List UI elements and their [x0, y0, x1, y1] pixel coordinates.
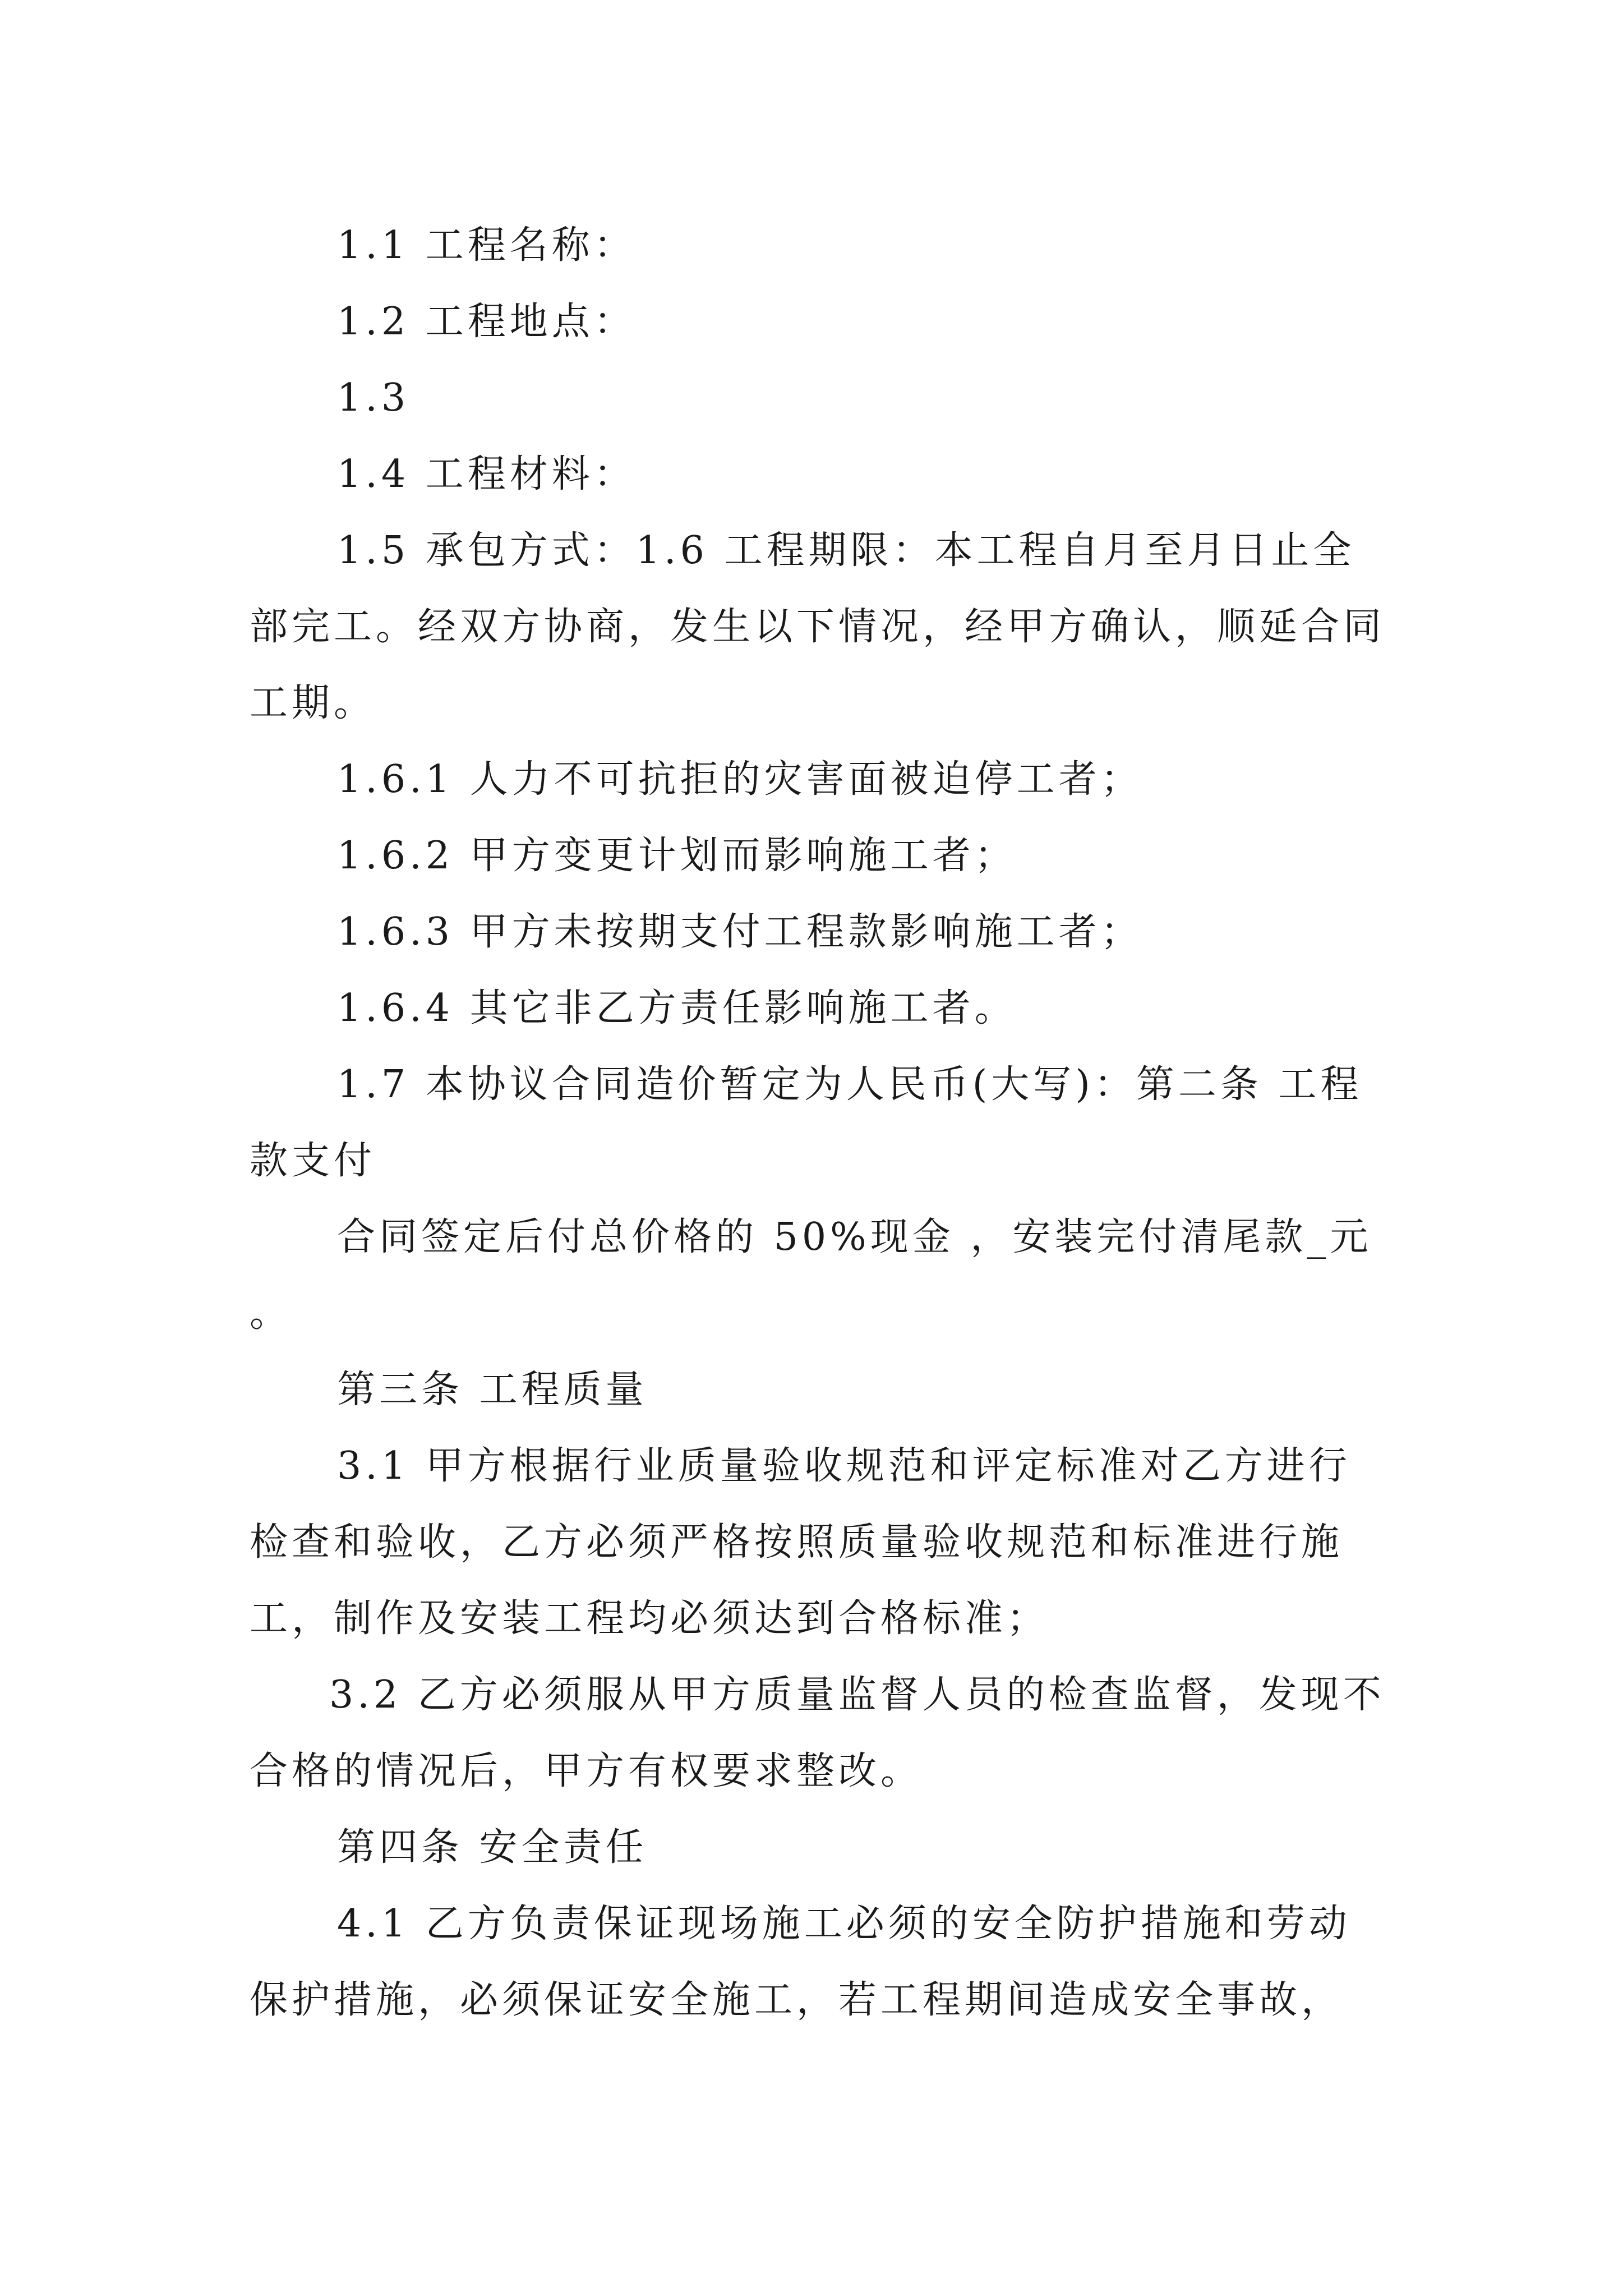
paragraph-4-1: 4.1 乙方负责保证现场施工必须的安全防护措施和劳动保护措施，必须保证安全施工，若工程期间造成安全事故， [250, 1902, 1351, 2022]
paragraph-1-3: 1.3 [337, 376, 410, 420]
document-body [250, 208, 1391, 2039]
paragraph-1-6-1: 1.6.1 人力不可抗拒的灾害面被迫停工者； [337, 757, 1143, 802]
paragraph-payment: 合同签定后付总价格的 50%现金 ，安装完付清尾款_元 。 [250, 1215, 1372, 1336]
paragraph-1-7: 1.7 本协议合同造价暂定为人民币(大写)：第二条 工程款支付 [250, 1062, 1363, 1183]
paragraph-1-5: 1.5 承包方式：1.6 工程期限：本工程自月至月日止全部完工。经双方协商，发生以下情况，经甲方确认，顺延合同工期。 [250, 528, 1386, 725]
paragraph-1-2: 1.2 工程地点： [337, 300, 636, 344]
article-4-heading: 第四条 安全责任 [337, 1825, 648, 1870]
article-3-heading: 第三条 工程质量 [337, 1368, 648, 1412]
paragraph-1-6-2: 1.6.2 甲方变更计划而影响施工者； [337, 834, 1017, 878]
paragraph-1-1: 1.1 工程名称： [337, 223, 636, 268]
paragraph-3-2: 3.2 乙方必须服从甲方质量监督人员的检查监督，发现不合格的情况后，甲方有权要求整改。 [250, 1673, 1385, 1793]
paragraph-3-1: 3.1 甲方根据行业质量验收规范和评定标准对乙方进行检查和验收，乙方必须严格按照质量验收规范和标准进行施工，制作及安装工程均必须达到合格标准； [250, 1444, 1351, 1641]
paragraph-1-6-3: 1.6.3 甲方未按期支付工程款影响施工者； [337, 910, 1143, 954]
paragraph-1-4: 1.4 工程材料： [337, 452, 636, 496]
paragraph-1-6-4: 1.6.4 其它非乙方责任影响施工者。 [337, 986, 1017, 1030]
